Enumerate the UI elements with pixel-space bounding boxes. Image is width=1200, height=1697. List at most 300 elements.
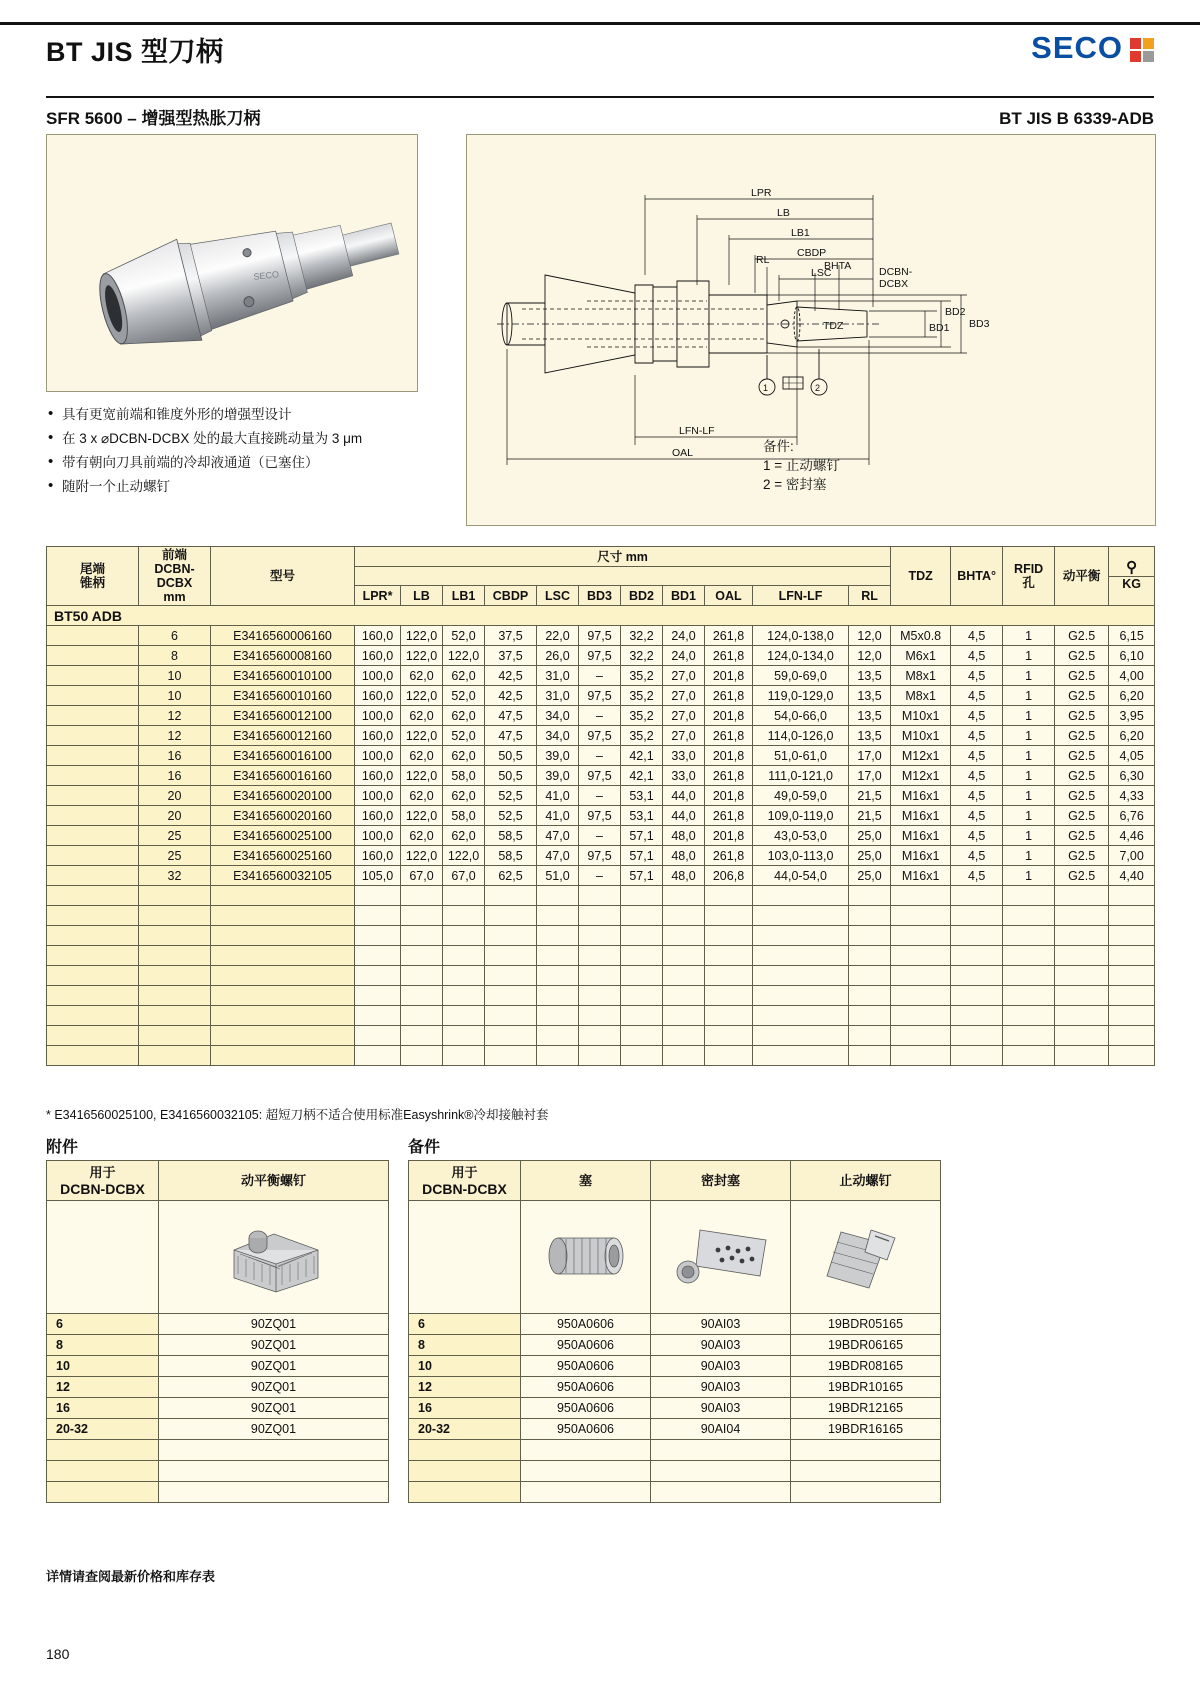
cell-lpr: 160,0: [355, 806, 401, 826]
sp-cell-screw: 19BDR12165: [791, 1398, 941, 1419]
cell-balance: G2.5: [1055, 746, 1109, 766]
cell-bd2: 32,2: [621, 626, 663, 646]
th-front-diameter: [139, 547, 211, 606]
cell-lb: 62,0: [401, 746, 443, 766]
list-item[interactable]: [409, 1356, 941, 1377]
sp-cell-size: 16: [409, 1398, 521, 1419]
cell-rfid: 1: [1003, 726, 1055, 746]
cell-empty: [663, 886, 705, 906]
cell-empty: [1109, 986, 1155, 1006]
cell-lfn: 59,0-69,0: [753, 666, 849, 686]
table-row[interactable]: [47, 766, 1155, 786]
cell-empty: [849, 966, 891, 986]
cell-balance: G2.5: [1055, 766, 1109, 786]
cell-lb: 122,0: [401, 846, 443, 866]
table-row[interactable]: [47, 686, 1155, 706]
cell-lpr: 100,0: [355, 706, 401, 726]
cell-tdz: M16x1: [891, 866, 951, 886]
cell-lb1: 62,0: [443, 786, 485, 806]
cell-empty: [579, 1026, 621, 1046]
list-item-empty: [47, 1482, 389, 1503]
cell-lpr: 100,0: [355, 826, 401, 846]
cell-model: E3416560020100: [211, 786, 355, 806]
th-front-l2: DCBN-: [154, 562, 195, 576]
cell-balance: G2.5: [1055, 826, 1109, 846]
cell-empty: [1003, 1006, 1055, 1026]
cell-empty: [579, 926, 621, 946]
cell-lsc: 41,0: [537, 786, 579, 806]
sp-cell-seal: 90AI03: [651, 1335, 791, 1356]
th-dim-LFNLF: LFN-LF: [753, 586, 849, 606]
cell-empty: [401, 1006, 443, 1026]
cell-kg: 3,95: [1109, 706, 1155, 726]
cell-lb1: 62,0: [443, 706, 485, 726]
sp-cell-empty: [409, 1482, 521, 1503]
cell-empty: [443, 966, 485, 986]
logo-text: SECO: [1031, 30, 1123, 65]
th-front-l4: mm: [163, 590, 186, 604]
cell-rl: 17,0: [849, 746, 891, 766]
cell-model: E3416560016100: [211, 746, 355, 766]
table-row[interactable]: [47, 806, 1155, 826]
th-dim-BD3: BD3: [579, 586, 621, 606]
cell-lb1: 62,0: [443, 746, 485, 766]
cell-empty: [705, 1006, 753, 1026]
cell-empty: [849, 1006, 891, 1026]
list-item[interactable]: [47, 1356, 389, 1377]
list-item[interactable]: [409, 1314, 941, 1335]
sp-th-seal: 密封塞: [651, 1161, 791, 1201]
cell-empty: [621, 1026, 663, 1046]
cell-lsc: 47,0: [537, 846, 579, 866]
cell-empty: [579, 1046, 621, 1066]
sp-cell-empty: [409, 1461, 521, 1482]
cell-empty: [951, 1006, 1003, 1026]
cell-tdz: M16x1: [891, 786, 951, 806]
cell-cbdp: 37,5: [485, 626, 537, 646]
cell-bhta: 4,5: [951, 786, 1003, 806]
dim-label-LB: LB: [777, 207, 790, 219]
cell-empty: [47, 1046, 139, 1066]
section-title: SFR 5600 – 增强型热胀刀柄: [46, 109, 261, 128]
cell-lb: 67,0: [401, 866, 443, 886]
cell-tdz: M16x1: [891, 846, 951, 866]
cell-empty: [951, 986, 1003, 1006]
cell-lfn: 114,0-126,0: [753, 726, 849, 746]
cell-bd2: 53,1: [621, 806, 663, 826]
list-item[interactable]: [47, 1377, 389, 1398]
cell-empty: [355, 946, 401, 966]
cell-rfid: 1: [1003, 706, 1055, 726]
cell-empty: [891, 906, 951, 926]
sp-cell-empty: [521, 1482, 651, 1503]
cell-oal: 261,8: [705, 766, 753, 786]
cell-empty: [663, 1046, 705, 1066]
cell-empty: [705, 886, 753, 906]
cell-shank: [47, 766, 139, 786]
cell-empty: [849, 1026, 891, 1046]
page-number: 180: [46, 1646, 70, 1662]
dim-label-LFNLF: LFN-LF: [679, 425, 715, 437]
list-item-empty: [409, 1440, 941, 1461]
cell-front: 20: [139, 806, 211, 826]
cell-empty: [443, 1006, 485, 1026]
cell-balance: G2.5: [1055, 806, 1109, 826]
cell-model: E3416560012100: [211, 706, 355, 726]
acc-cell-size: 10: [47, 1356, 159, 1377]
cell-oal: 201,8: [705, 706, 753, 726]
cell-rfid: 1: [1003, 806, 1055, 826]
cell-empty: [663, 906, 705, 926]
cell-shank: [47, 726, 139, 746]
cell-kg: 4,05: [1109, 746, 1155, 766]
cell-empty: [211, 906, 355, 926]
cell-bhta: 4,5: [951, 826, 1003, 846]
cell-front: 20: [139, 786, 211, 806]
cell-empty: [443, 986, 485, 1006]
cell-empty: [753, 1006, 849, 1026]
list-item[interactable]: [409, 1377, 941, 1398]
cell-bhta: 4,5: [951, 686, 1003, 706]
cell-empty: [485, 966, 537, 986]
cell-balance: G2.5: [1055, 706, 1109, 726]
sp-cell-empty: [409, 1440, 521, 1461]
sp-cell-empty: [651, 1461, 791, 1482]
cell-empty: [537, 886, 579, 906]
cell-empty: [849, 946, 891, 966]
cell-lb1: 62,0: [443, 826, 485, 846]
cell-shank: [47, 746, 139, 766]
cell-lsc: 22,0: [537, 626, 579, 646]
sp-cell-empty: [791, 1440, 941, 1461]
table-row[interactable]: [47, 666, 1155, 686]
cell-empty: [485, 1026, 537, 1046]
cell-empty: [705, 986, 753, 1006]
cell-lfn: 43,0-53,0: [753, 826, 849, 846]
dim-label-TDZ: TDZ: [823, 320, 844, 332]
cell-empty: [951, 906, 1003, 926]
sp-cell-size: 6: [409, 1314, 521, 1335]
table-row[interactable]: [47, 746, 1155, 766]
spare-note-title: 备件:: [763, 439, 794, 454]
acc-cell-size: 8: [47, 1335, 159, 1356]
cell-empty: [1003, 1026, 1055, 1046]
sp-cell-empty: [651, 1482, 791, 1503]
cell-bd3: 97,5: [579, 646, 621, 666]
cell-model: E3416560012160: [211, 726, 355, 746]
cell-lsc: 31,0: [537, 666, 579, 686]
list-item-empty: [47, 1440, 389, 1461]
cell-empty: [621, 906, 663, 926]
dim-label-BD1: BD1: [929, 322, 950, 334]
cell-shank: [47, 846, 139, 866]
table-empty-row: [47, 986, 1155, 1006]
cell-bhta: 4,5: [951, 846, 1003, 866]
cell-empty: [1109, 1046, 1155, 1066]
cell-bd2: 57,1: [621, 846, 663, 866]
cell-bd1: 33,0: [663, 746, 705, 766]
table-row[interactable]: [47, 706, 1155, 726]
bullet-4: • 随附一个止动螺钉: [46, 476, 446, 497]
table-row[interactable]: [47, 626, 1155, 646]
cell-lb: 122,0: [401, 686, 443, 706]
section-header: [46, 104, 1154, 129]
cell-lb1: 52,0: [443, 626, 485, 646]
cell-empty: [211, 886, 355, 906]
cell-shank: [47, 706, 139, 726]
cell-tdz: M12x1: [891, 746, 951, 766]
cell-empty: [663, 926, 705, 946]
cell-empty: [1109, 946, 1155, 966]
bottom-note: 详情请查阅最新价格和库存表: [46, 1569, 216, 1584]
cell-empty: [443, 946, 485, 966]
th-model: 型号: [211, 547, 355, 606]
cell-bd1: 27,0: [663, 686, 705, 706]
cell-bd1: 48,0: [663, 826, 705, 846]
cell-empty: [443, 886, 485, 906]
table-section-row: [47, 606, 1155, 626]
cell-empty: [1003, 886, 1055, 906]
sp-th-for-l2: DCBN-DCBX: [422, 1180, 507, 1197]
cell-model: E3416560016160: [211, 766, 355, 786]
cell-rl: 13,5: [849, 726, 891, 746]
table-empty-row: [47, 966, 1155, 986]
table-row[interactable]: [47, 646, 1155, 666]
sp-cell-empty: [791, 1461, 941, 1482]
sp-th-for: [409, 1161, 521, 1201]
spares-title: 备件: [408, 1139, 441, 1156]
list-item[interactable]: [409, 1419, 941, 1440]
cell-empty: [579, 886, 621, 906]
cell-empty: [663, 1006, 705, 1026]
cell-empty: [537, 966, 579, 986]
list-item[interactable]: [409, 1398, 941, 1419]
table-row[interactable]: [47, 846, 1155, 866]
cell-tdz: M16x1: [891, 806, 951, 826]
list-item[interactable]: [47, 1398, 389, 1419]
list-item[interactable]: [409, 1335, 941, 1356]
cell-bd3: –: [579, 826, 621, 846]
cell-lsc: 41,0: [537, 806, 579, 826]
technical-drawing: [466, 134, 1156, 526]
cell-lfn: 54,0-66,0: [753, 706, 849, 726]
cell-empty: [753, 946, 849, 966]
th-dim-RL: RL: [849, 586, 891, 606]
cell-empty: [401, 1026, 443, 1046]
cell-empty: [47, 966, 139, 986]
cell-tdz: M10x1: [891, 726, 951, 746]
cell-empty: [139, 986, 211, 1006]
table-footnote: * E3416560025100, E3416560032105: 超短刀柄不适合使用标准Easyshrink®冷却接触衬套: [46, 1108, 549, 1122]
cell-rfid: 1: [1003, 826, 1055, 846]
cell-empty: [355, 1006, 401, 1026]
cell-empty: [139, 906, 211, 926]
cell-kg: 6,76: [1109, 806, 1155, 826]
cell-oal: 201,8: [705, 746, 753, 766]
cell-empty: [621, 926, 663, 946]
list-item[interactable]: [47, 1419, 389, 1440]
table-empty-row: [47, 906, 1155, 926]
cell-empty: [485, 986, 537, 1006]
acc-cell-empty: [159, 1482, 389, 1503]
sp-th-screw: 止动螺钉: [791, 1161, 941, 1201]
sp-cell-seal: 90AI03: [651, 1356, 791, 1377]
cell-lsc: 47,0: [537, 826, 579, 846]
cell-empty: [951, 1046, 1003, 1066]
table-row[interactable]: [47, 866, 1155, 886]
cell-bd2: 32,2: [621, 646, 663, 666]
cell-bd2: 57,1: [621, 866, 663, 886]
cell-empty: [355, 1046, 401, 1066]
acc-cell-part: 90ZQ01: [159, 1419, 389, 1440]
cell-empty: [401, 886, 443, 906]
cell-bhta: 4,5: [951, 626, 1003, 646]
table-row[interactable]: [47, 726, 1155, 746]
cell-empty: [1055, 946, 1109, 966]
cell-lfn: 124,0-138,0: [753, 626, 849, 646]
cell-rl: 21,5: [849, 806, 891, 826]
cell-bd3: –: [579, 786, 621, 806]
cell-model: E3416560008160: [211, 646, 355, 666]
cell-empty: [211, 946, 355, 966]
cell-bd2: 53,1: [621, 786, 663, 806]
cell-empty: [705, 1026, 753, 1046]
sp-cell-seal: 90AI03: [651, 1377, 791, 1398]
th-shank: [47, 547, 139, 606]
cell-empty: [621, 886, 663, 906]
cell-cbdp: 42,5: [485, 666, 537, 686]
cell-empty: [891, 946, 951, 966]
cell-bd1: 27,0: [663, 666, 705, 686]
table-row[interactable]: [47, 786, 1155, 806]
cell-cbdp: 58,5: [485, 826, 537, 846]
bullet-3: • 带有朝向刀具前端的冷却液通道（已塞住）: [46, 452, 446, 473]
cell-bd3: –: [579, 706, 621, 726]
cell-rl: 12,0: [849, 646, 891, 666]
cell-kg: 6,20: [1109, 686, 1155, 706]
list-item[interactable]: [47, 1314, 389, 1335]
cell-empty: [485, 886, 537, 906]
cell-oal: 201,8: [705, 666, 753, 686]
table-row[interactable]: [47, 826, 1155, 846]
cell-empty: [849, 886, 891, 906]
cell-oal: 261,8: [705, 806, 753, 826]
cell-rl: 25,0: [849, 826, 891, 846]
cell-empty: [47, 926, 139, 946]
cell-empty: [47, 906, 139, 926]
cell-front: 32: [139, 866, 211, 886]
cell-empty: [537, 1026, 579, 1046]
cell-kg: 6,15: [1109, 626, 1155, 646]
spare-note-line-2: 2 = 密封塞: [763, 477, 827, 492]
cell-empty: [139, 926, 211, 946]
spares-table: [408, 1160, 940, 1503]
cell-empty: [47, 986, 139, 1006]
cell-empty: [355, 966, 401, 986]
list-item-empty: [409, 1461, 941, 1482]
cell-model: E3416560020160: [211, 806, 355, 826]
accessories-title: 附件: [46, 1139, 79, 1156]
product-photo: [46, 134, 418, 392]
dim-label-LPR: LPR: [751, 187, 772, 199]
cell-empty: [705, 1046, 753, 1066]
cell-empty: [891, 886, 951, 906]
cell-empty: [753, 1046, 849, 1066]
th-front-l1: 前端: [161, 548, 187, 562]
list-item[interactable]: [47, 1335, 389, 1356]
cell-bhta: 4,5: [951, 706, 1003, 726]
cell-lpr: 100,0: [355, 746, 401, 766]
th-dim-BD1: BD1: [663, 586, 705, 606]
cell-shank: [47, 686, 139, 706]
cell-rfid: 1: [1003, 786, 1055, 806]
cell-cbdp: 47,5: [485, 726, 537, 746]
cell-cbdp: 42,5: [485, 686, 537, 706]
cell-empty: [951, 946, 1003, 966]
cell-bd2: 35,2: [621, 706, 663, 726]
cell-empty: [621, 1006, 663, 1026]
cell-empty: [537, 926, 579, 946]
acc-cell-empty: [47, 1461, 159, 1482]
dim-label-LB1: LB1: [791, 227, 810, 239]
cell-empty: [139, 946, 211, 966]
cell-empty: [849, 986, 891, 1006]
cell-empty: [485, 926, 537, 946]
acc-cell-size: 6: [47, 1314, 159, 1335]
sp-cell-screw: 19BDR06165: [791, 1335, 941, 1356]
cell-lsc: 39,0: [537, 766, 579, 786]
cell-rfid: 1: [1003, 646, 1055, 666]
cell-empty: [621, 946, 663, 966]
cell-lsc: 39,0: [537, 746, 579, 766]
cell-tdz: M8x1: [891, 686, 951, 706]
cell-kg: 7,00: [1109, 846, 1155, 866]
cell-rl: 12,0: [849, 626, 891, 646]
dim-label-BHTA: BHTA: [824, 260, 852, 272]
acc-cell-part: 90ZQ01: [159, 1314, 389, 1335]
cell-kg: 6,20: [1109, 726, 1155, 746]
cell-empty: [891, 1026, 951, 1046]
acc-th-for-l1: 用于: [89, 1164, 116, 1180]
cell-bd2: 35,2: [621, 686, 663, 706]
cell-empty: [401, 946, 443, 966]
cell-rl: 25,0: [849, 846, 891, 866]
cell-model: E3416560025160: [211, 846, 355, 866]
cell-rfid: 1: [1003, 666, 1055, 686]
cell-rl: 21,5: [849, 786, 891, 806]
cell-kg: 4,46: [1109, 826, 1155, 846]
cell-oal: 261,8: [705, 626, 753, 646]
cell-empty: [753, 986, 849, 1006]
cell-empty: [1003, 926, 1055, 946]
sp-th-plug: 塞: [521, 1161, 651, 1201]
cell-lpr: 160,0: [355, 646, 401, 666]
th-dim-BD2: BD2: [621, 586, 663, 606]
cell-empty: [139, 1046, 211, 1066]
cell-rfid: 1: [1003, 746, 1055, 766]
cell-bd2: 42,1: [621, 766, 663, 786]
cell-lfn: 124,0-134,0: [753, 646, 849, 666]
cell-lpr: 105,0: [355, 866, 401, 886]
cell-empty: [891, 1006, 951, 1026]
cell-bd2: 42,1: [621, 746, 663, 766]
cell-empty: [47, 886, 139, 906]
cell-lfn: 103,0-113,0: [753, 846, 849, 866]
cell-empty: [891, 986, 951, 1006]
cell-lpr: 160,0: [355, 766, 401, 786]
main-specification-table: [46, 546, 1154, 1066]
th-dim-LSC: LSC: [537, 586, 579, 606]
